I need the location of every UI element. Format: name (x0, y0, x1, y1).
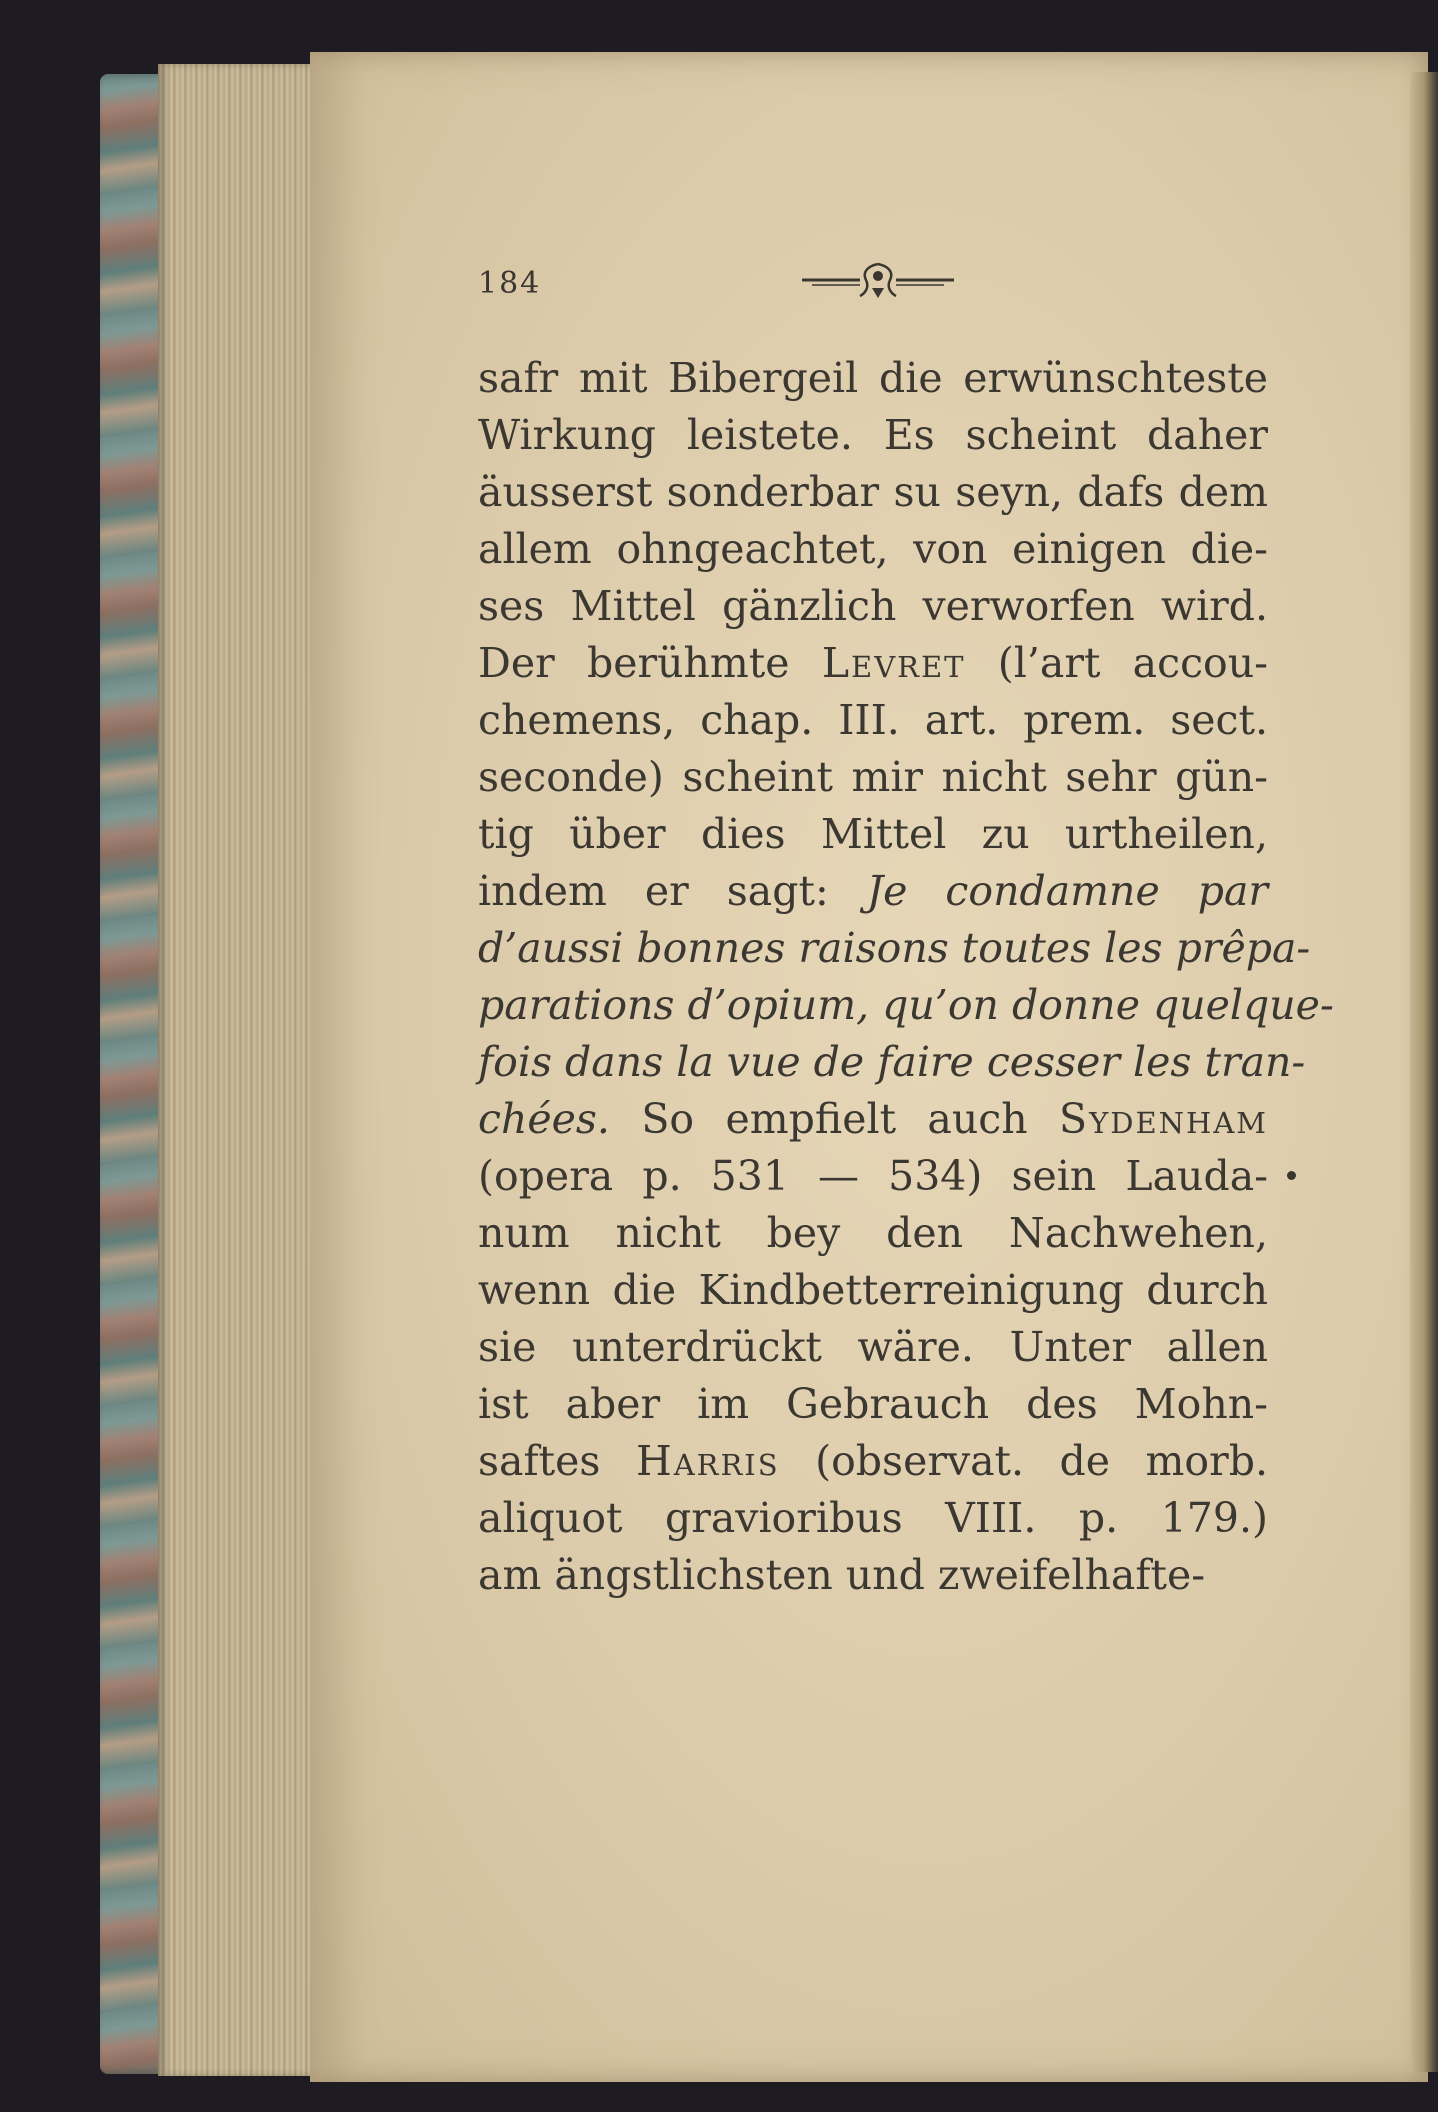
text-line (478, 1547, 1268, 1604)
text-line (478, 635, 1268, 692)
text-segment: Levret (821, 639, 966, 687)
text-segment: saftes (478, 1437, 636, 1485)
text-segment: Der berühmte (478, 639, 822, 687)
text-line (478, 521, 1268, 578)
text-segment: wenn die Kindbetterreinigung durch (478, 1266, 1268, 1314)
text-segment: äusserst sonderbar su seyn, dafs dem (478, 468, 1268, 516)
text-segment: ses Mittel gänzlich verworfen wird. (478, 582, 1268, 630)
text-line (478, 749, 1268, 806)
text-segment: allem ohngeachtet, von einigen die- (478, 525, 1268, 573)
text-line (478, 1319, 1268, 1376)
text-line (478, 1034, 1306, 1091)
text-line (478, 1205, 1268, 1262)
text-segment: safr mit Bibergeil die erwünschteste (478, 354, 1268, 402)
text-segment: am ängstlichsten und zweifelhafte- (478, 1551, 1206, 1599)
text-segment: aliquot gravioribus VIII. p. 179.) (478, 1494, 1268, 1542)
text-segment: fois dans la vue de faire cesser les tran- (478, 1038, 1306, 1086)
text-segment: tig über dies Mittel zu urtheilen, (478, 810, 1268, 858)
text-line (478, 1490, 1268, 1547)
text-segment: So empfielt auch (609, 1095, 1060, 1143)
text-segment: num nicht bey den Nachwehen, (478, 1209, 1268, 1257)
text-line (478, 920, 1311, 977)
text-line (478, 464, 1268, 521)
margin-dot-icon (1287, 1171, 1296, 1180)
text-segment: (opera p. 531 — 534) sein Lauda- (478, 1152, 1268, 1200)
text-segment: (observat. de morb. (779, 1437, 1268, 1485)
text-line (478, 977, 1334, 1034)
text-line (478, 578, 1268, 635)
text-segment: Sydenham (1059, 1095, 1268, 1143)
text-segment: d’aussi bonnes raisons toutes les prêpa- (478, 924, 1311, 972)
fleuron-ornament-icon (798, 258, 958, 302)
page-number: 184 (478, 266, 542, 301)
text-segment: seconde) scheint mir nicht sehr gün- (478, 753, 1268, 801)
text-segment: chemens, chap. III. art. prem. sect. (478, 696, 1268, 744)
page-header (478, 258, 1278, 318)
text-line (478, 863, 1268, 920)
text-segment: (l’art accou- (965, 639, 1268, 687)
text-segment: Je condamne par (866, 867, 1268, 915)
text-segment: indem er sagt: (478, 867, 867, 915)
text-segment: Wirkung leistete. Es scheint daher (478, 411, 1268, 459)
text-line (478, 1091, 1268, 1148)
text-line (478, 1148, 1268, 1205)
text-line (478, 1433, 1268, 1490)
gutter-edge (1410, 72, 1438, 2072)
page-text (478, 350, 1334, 1604)
text-line (478, 1376, 1268, 1433)
text-line (478, 350, 1268, 407)
text-line (478, 692, 1268, 749)
text-line (478, 1262, 1268, 1319)
text-segment: sie unterdrückt wäre. Unter allen (478, 1323, 1268, 1371)
text-segment: parations d’opium, qu’on donne quelque- (478, 981, 1334, 1029)
text-line (478, 407, 1268, 464)
text-line (478, 806, 1268, 863)
text-segment: ist aber im Gebrauch des Mohn- (478, 1380, 1268, 1428)
text-segment: Harris (635, 1437, 780, 1485)
text-segment: chées. (478, 1095, 610, 1143)
